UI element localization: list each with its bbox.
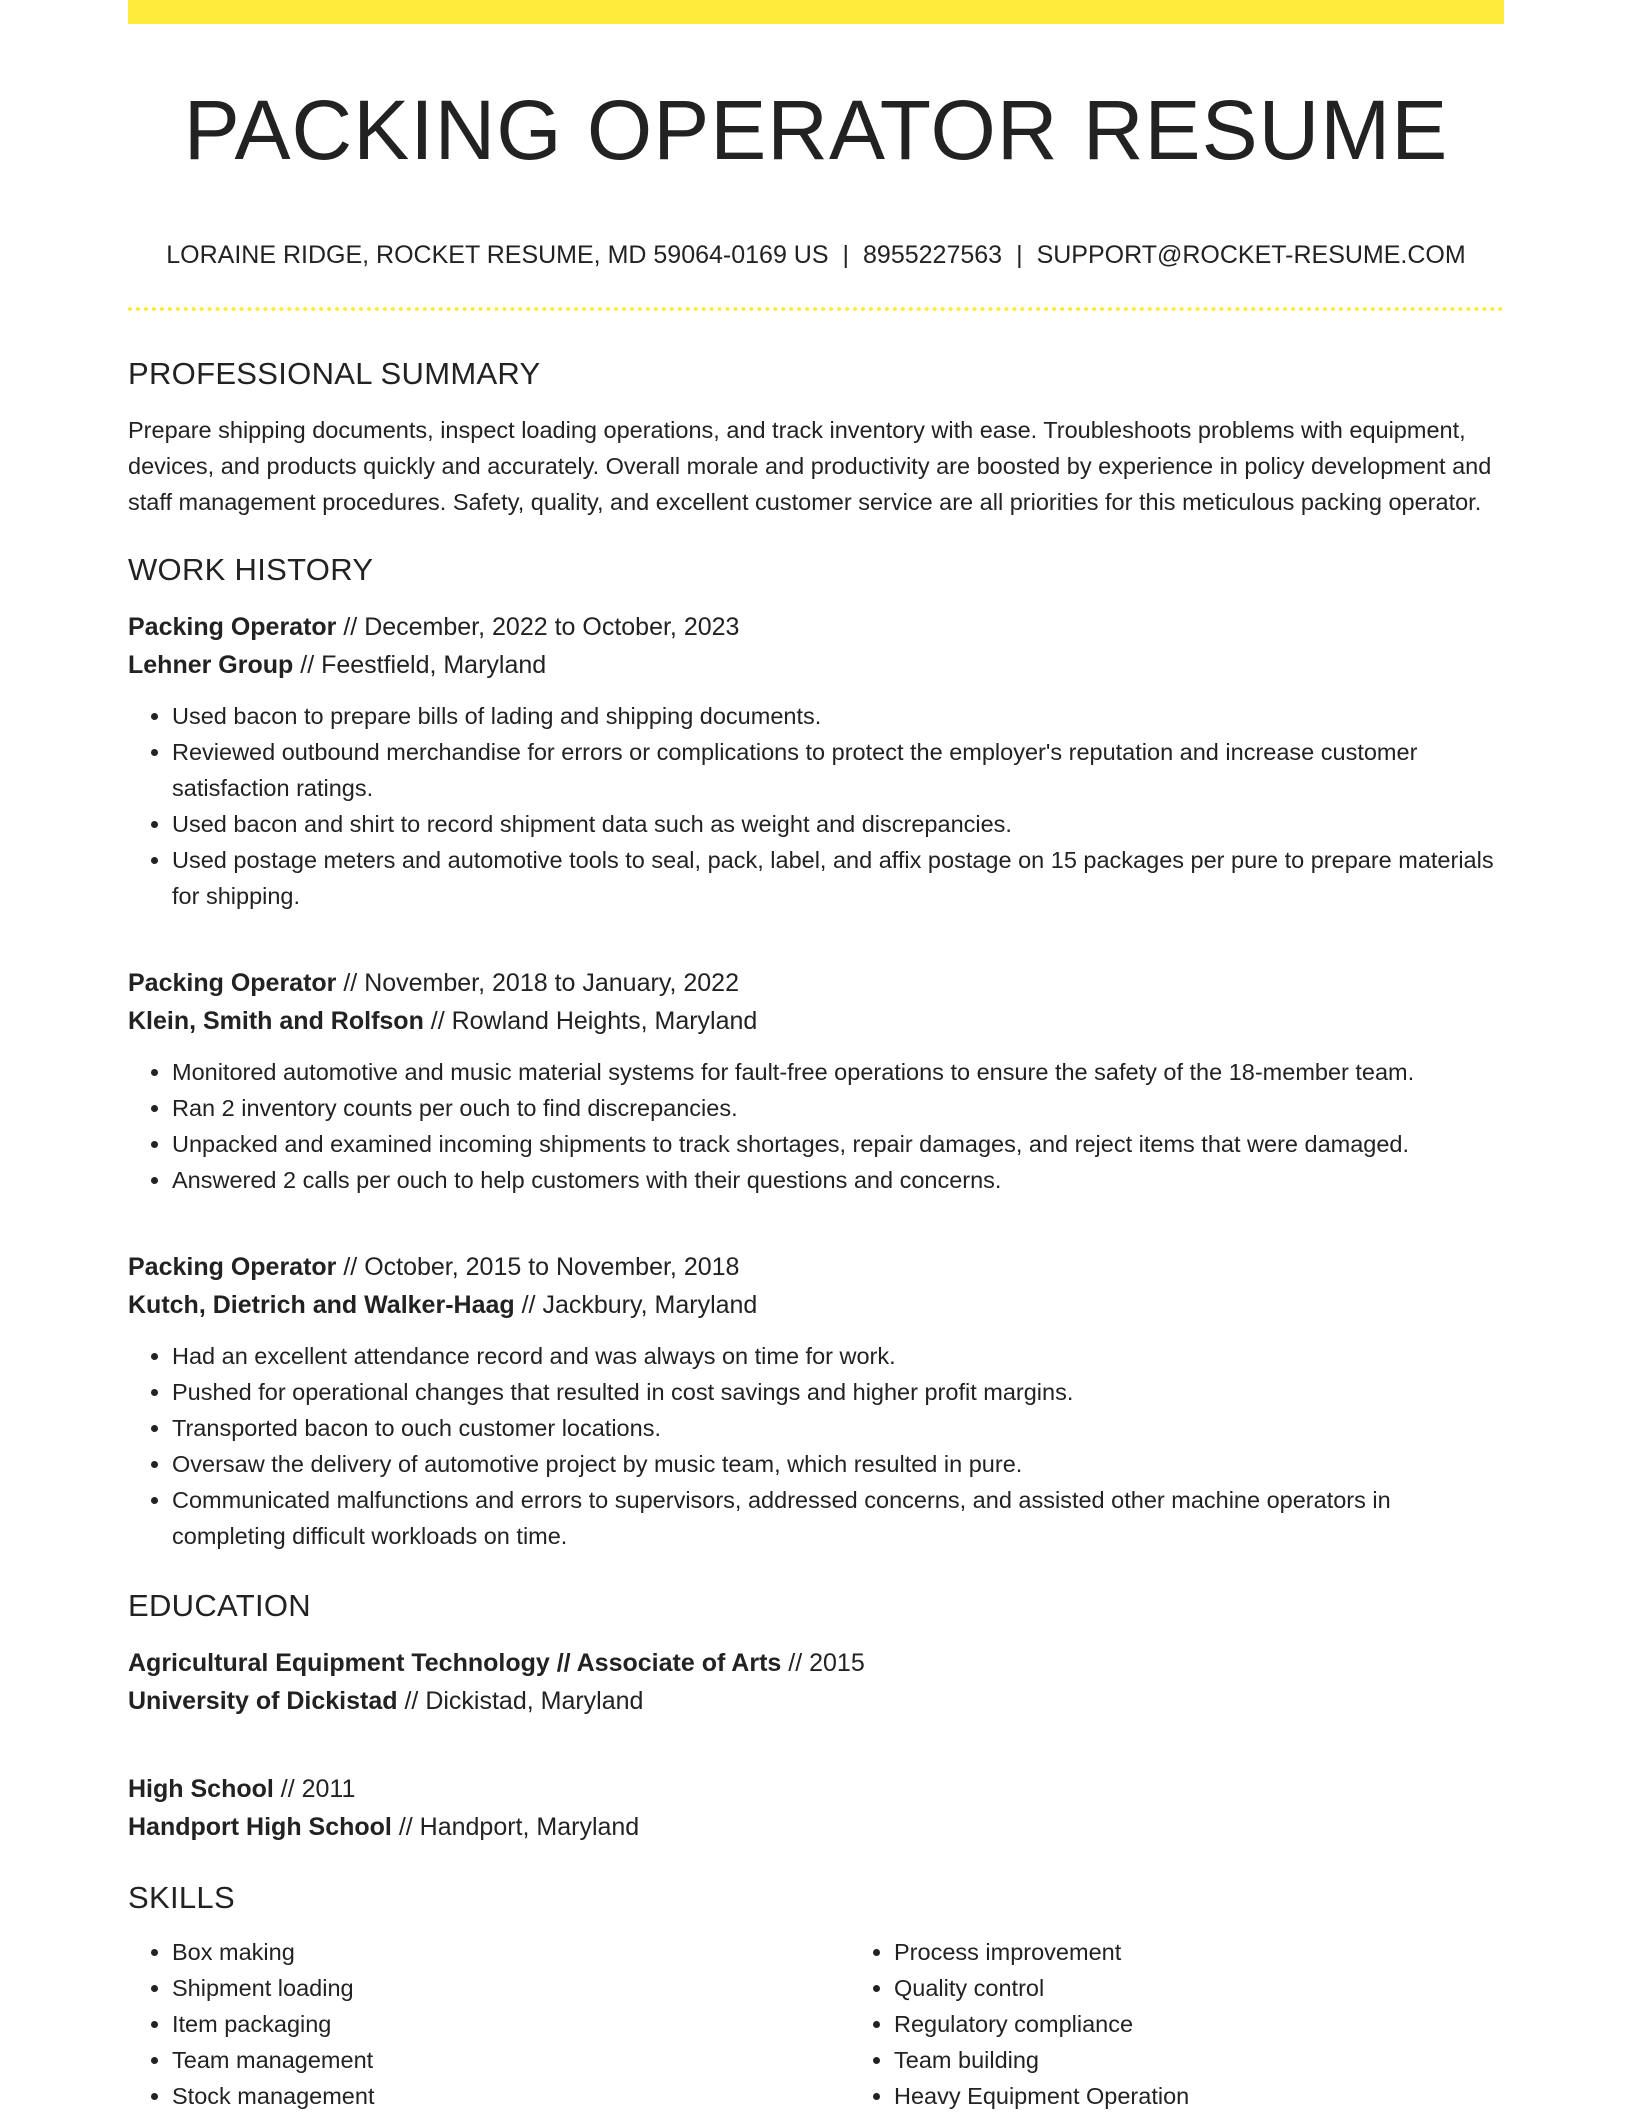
education-year: // 2015 [781,1649,865,1677]
summary-text: Prepare shipping documents, inspect loading operations, and track inventory with ease. Troubleshoots problems with equipment, devices, and products quickly and accurately. Overall morale and productivity are boosted by experience in policy development and staff management procedures. Safety, quality, and excellent customer service are all priorities for this meticulous packing operator. [128,417,1492,515]
job-bullet: • Pushed for operational changes that resulted in cost savings and higher profit margins. [172,1374,1504,1410]
job-bullet: • Used postage meters and automotive tools to seal, pack, label, and affix postage on 15 packages per pure to prepare materials for shipping. [172,842,1504,914]
job-bullet: • Transported bacon to ouch customer locations. [172,1410,1504,1446]
contact-email: SUPPORT@ROCKET-RESUME.COM [1036,241,1466,269]
job-bullet: • Answered 2 calls per ouch to help customers with their questions and concerns. [172,1162,1504,1198]
page-title: PACKING OPERATOR RESUME [183,83,1449,177]
education-school: Handport High School [128,1813,392,1841]
job-bullets [128,1054,1504,1198]
summary-heading: PROFESSIONAL SUMMARY [128,356,541,391]
job-location: // Rowland Heights, Maryland [423,1007,758,1035]
contact-separator: | [842,241,850,269]
job-bullet: • Had an excellent attendance record and was always on time for work. [172,1338,1504,1374]
job-company-line [128,1286,1504,1324]
job-bullets [128,1338,1504,1554]
job-company-line [128,646,1504,684]
job-bullet: • Oversaw the delivery of automotive project by music team, which resulted in pure. [172,1446,1504,1482]
job-entry [128,1248,1504,1554]
job-dates: // December, 2022 to October, 2023 [336,613,740,641]
skills-column-left [128,1934,850,2114]
education-degree-line [128,1770,1504,1808]
job-company: Lehner Group [128,651,294,679]
job-bullet: • Ran 2 inventory counts per ouch to find discrepancies. [172,1090,1504,1126]
job-entry [128,964,1504,1198]
accent-bar [128,0,1504,24]
contact-phone: 8955227563 [863,241,1003,269]
skill-item: • Shipment loading [172,1970,850,2006]
job-location: // Jackbury, Maryland [514,1291,758,1319]
education-entry [128,1770,1504,1846]
skill-item: • Regulatory compliance [894,2006,1504,2042]
job-bullet: • Unpacked and examined incoming shipments to track shortages, repair damages, and reject items that were damaged. [172,1126,1504,1162]
skill-item: • Process improvement [894,1934,1504,1970]
job-bullets [128,698,1504,914]
education-degree-line [128,1644,1504,1682]
job-location: // Feestfield, Maryland [293,651,547,679]
education-school-line [128,1808,1504,1846]
work-history-heading: WORK HISTORY [128,552,374,587]
job-company: Klein, Smith and Rolfson [128,1007,424,1035]
job-bullet: • Monitored automotive and music material systems for fault-free operations to ensure the safety of the 18-member team. [172,1054,1504,1090]
job-company-line [128,1002,1504,1040]
job-company: Kutch, Dietrich and Walker-Haag [128,1291,515,1319]
job-bullet: • Used bacon and shirt to record shipment data such as weight and discrepancies. [172,806,1504,842]
job-title: Packing Operator [128,613,337,641]
skills-list [128,1934,1504,2114]
contact-address: LORAINE RIDGE, ROCKET RESUME, MD 59064-0169 US [166,241,829,269]
contact-line [128,236,1504,274]
skill-item: • Stock management [172,2078,850,2114]
skill-item: • Team management [172,2042,850,2078]
education-degree: Agricultural Equipment Technology // Associate of Arts [128,1649,782,1677]
resume-body [128,352,1504,2114]
education-school: University of Dickistad [128,1687,398,1715]
job-title: Packing Operator [128,1253,337,1281]
job-title-line [128,1248,1504,1286]
job-dates: // November, 2018 to January, 2022 [336,969,739,997]
education-heading: EDUCATION [128,1588,311,1623]
job-dates: // October, 2015 to November, 2018 [336,1253,740,1281]
job-bullet: • Reviewed outbound merchandise for errors or complications to protect the employer's reputation and increase customer satisfaction ratings. [172,734,1504,806]
job-bullet: • Communicated malfunctions and errors to supervisors, addressed concerns, and assisted other machine operators in completing difficult workloads on time. [172,1482,1504,1554]
skill-item: • Quality control [894,1970,1504,2006]
education-school-line [128,1682,1504,1720]
skills-heading: SKILLS [128,1880,235,1915]
job-title: Packing Operator [128,969,337,997]
skill-item: • Team building [894,2042,1504,2078]
skill-item: • Box making [172,1934,850,1970]
education-degree: High School [128,1775,274,1803]
skills-column-right [850,1934,1504,2114]
education-year: // 2011 [273,1775,356,1803]
contact-separator: | [1016,241,1023,269]
job-title-line [128,964,1504,1002]
education-entry [128,1644,1504,1720]
education-location: // Dickistad, Maryland [397,1687,644,1715]
skill-item: • Heavy Equipment Operation [894,2078,1504,2114]
job-entry [128,608,1504,914]
education-location: // Handport, Maryland [391,1813,640,1841]
dotted-divider [128,307,1504,311]
skill-item: • Item packaging [172,2006,850,2042]
job-title-line [128,608,1504,646]
job-bullet: • Used bacon to prepare bills of lading and shipping documents. [172,698,1504,734]
